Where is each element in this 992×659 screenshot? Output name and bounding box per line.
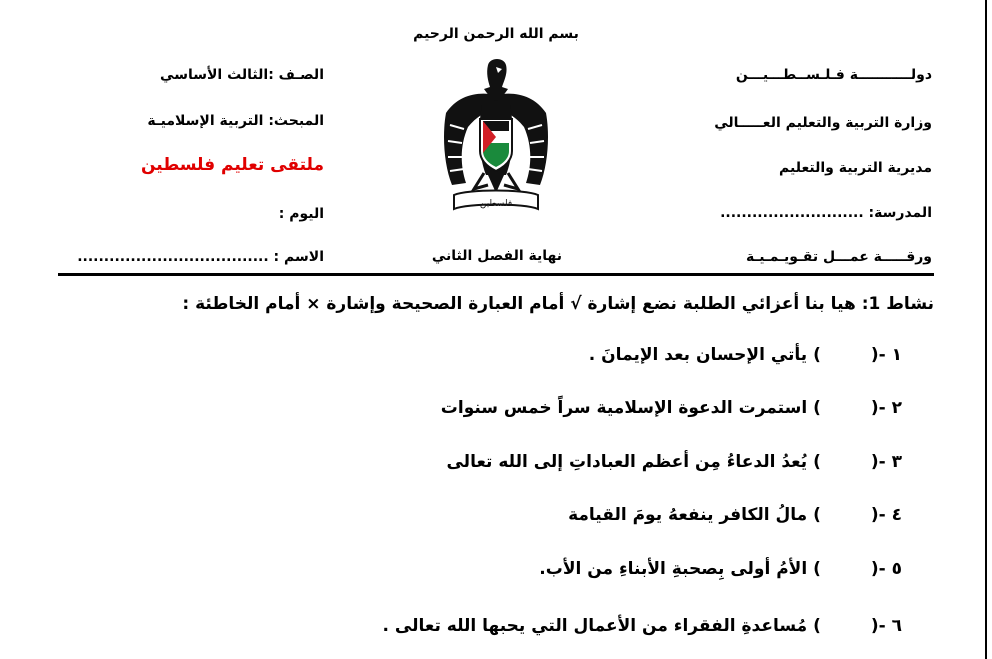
question-text: ) مُساعدةِ الفقراء من الأعمال التي يحبها الله تعالى . (382, 616, 821, 636)
question-number: ٥ -( (870, 559, 902, 579)
question-text: ) مالُ الكافر ينفعهُ يومَ القيامة (568, 505, 821, 525)
grade-label: الصـف :الثالث الأساسي (160, 67, 324, 83)
question-2 (441, 398, 902, 418)
question-text: ) يُعدُ الدعاءُ مِن أعظم العباداتِ إلى الله تعالى (446, 452, 821, 472)
activity-title: نشاط 1: هيا بنا أعزائي الطلبة نضع إشارة √ أمام العبارة الصحيحة وإشارة × أمام الخاطئة : (182, 294, 934, 314)
forum-title: ملتقى تعليم فلسطين (140, 155, 324, 175)
subject-label: المبحث: التربية الإسلاميـة (147, 113, 324, 129)
question-4 (568, 505, 902, 525)
basmala: بسم الله الرحمن الرحيم (413, 26, 579, 42)
state-name: دولـــــــــــة فـلـســطـــيـــن (735, 67, 932, 83)
question-1 (589, 345, 902, 365)
question-5 (539, 559, 902, 579)
name-field: الاسم : .................................... (77, 249, 324, 265)
school-field: المدرسة: ........................... (720, 205, 932, 221)
question-number: ١ -( (870, 345, 902, 365)
question-number: ٢ -( (870, 398, 902, 418)
header-divider (58, 273, 934, 276)
semester-label: نهاية الفصل الثاني (431, 248, 562, 264)
question-number: ٦ -( (870, 616, 902, 636)
question-text: ) يأتي الإحسان بعد الإيمانَ . (588, 345, 821, 365)
question-text: ) الأمُ أولى بِصحبةِ الأبناءِ من الأب. (539, 559, 821, 579)
question-6 (383, 616, 902, 636)
worksheet-title: ورقـــــة عمـــل تقـويـمـيـة (746, 249, 932, 265)
question-text: ) استمرت الدعوة الإسلامية سراً خمس سنوات (440, 398, 821, 418)
question-number: ٤ -( (870, 505, 902, 525)
question-number: ٣ -( (870, 452, 902, 472)
palestine-emblem-icon (438, 55, 554, 215)
day-field: اليوم : (278, 206, 324, 222)
page-right-border (985, 0, 987, 659)
question-3 (446, 452, 902, 472)
directorate-name: مديرية التربية والتعليم (779, 160, 932, 176)
ministry-name: وزارة التربية والتعليم العـــــالي (714, 115, 932, 131)
emblem-scroll-text: فلسطين (479, 199, 513, 209)
